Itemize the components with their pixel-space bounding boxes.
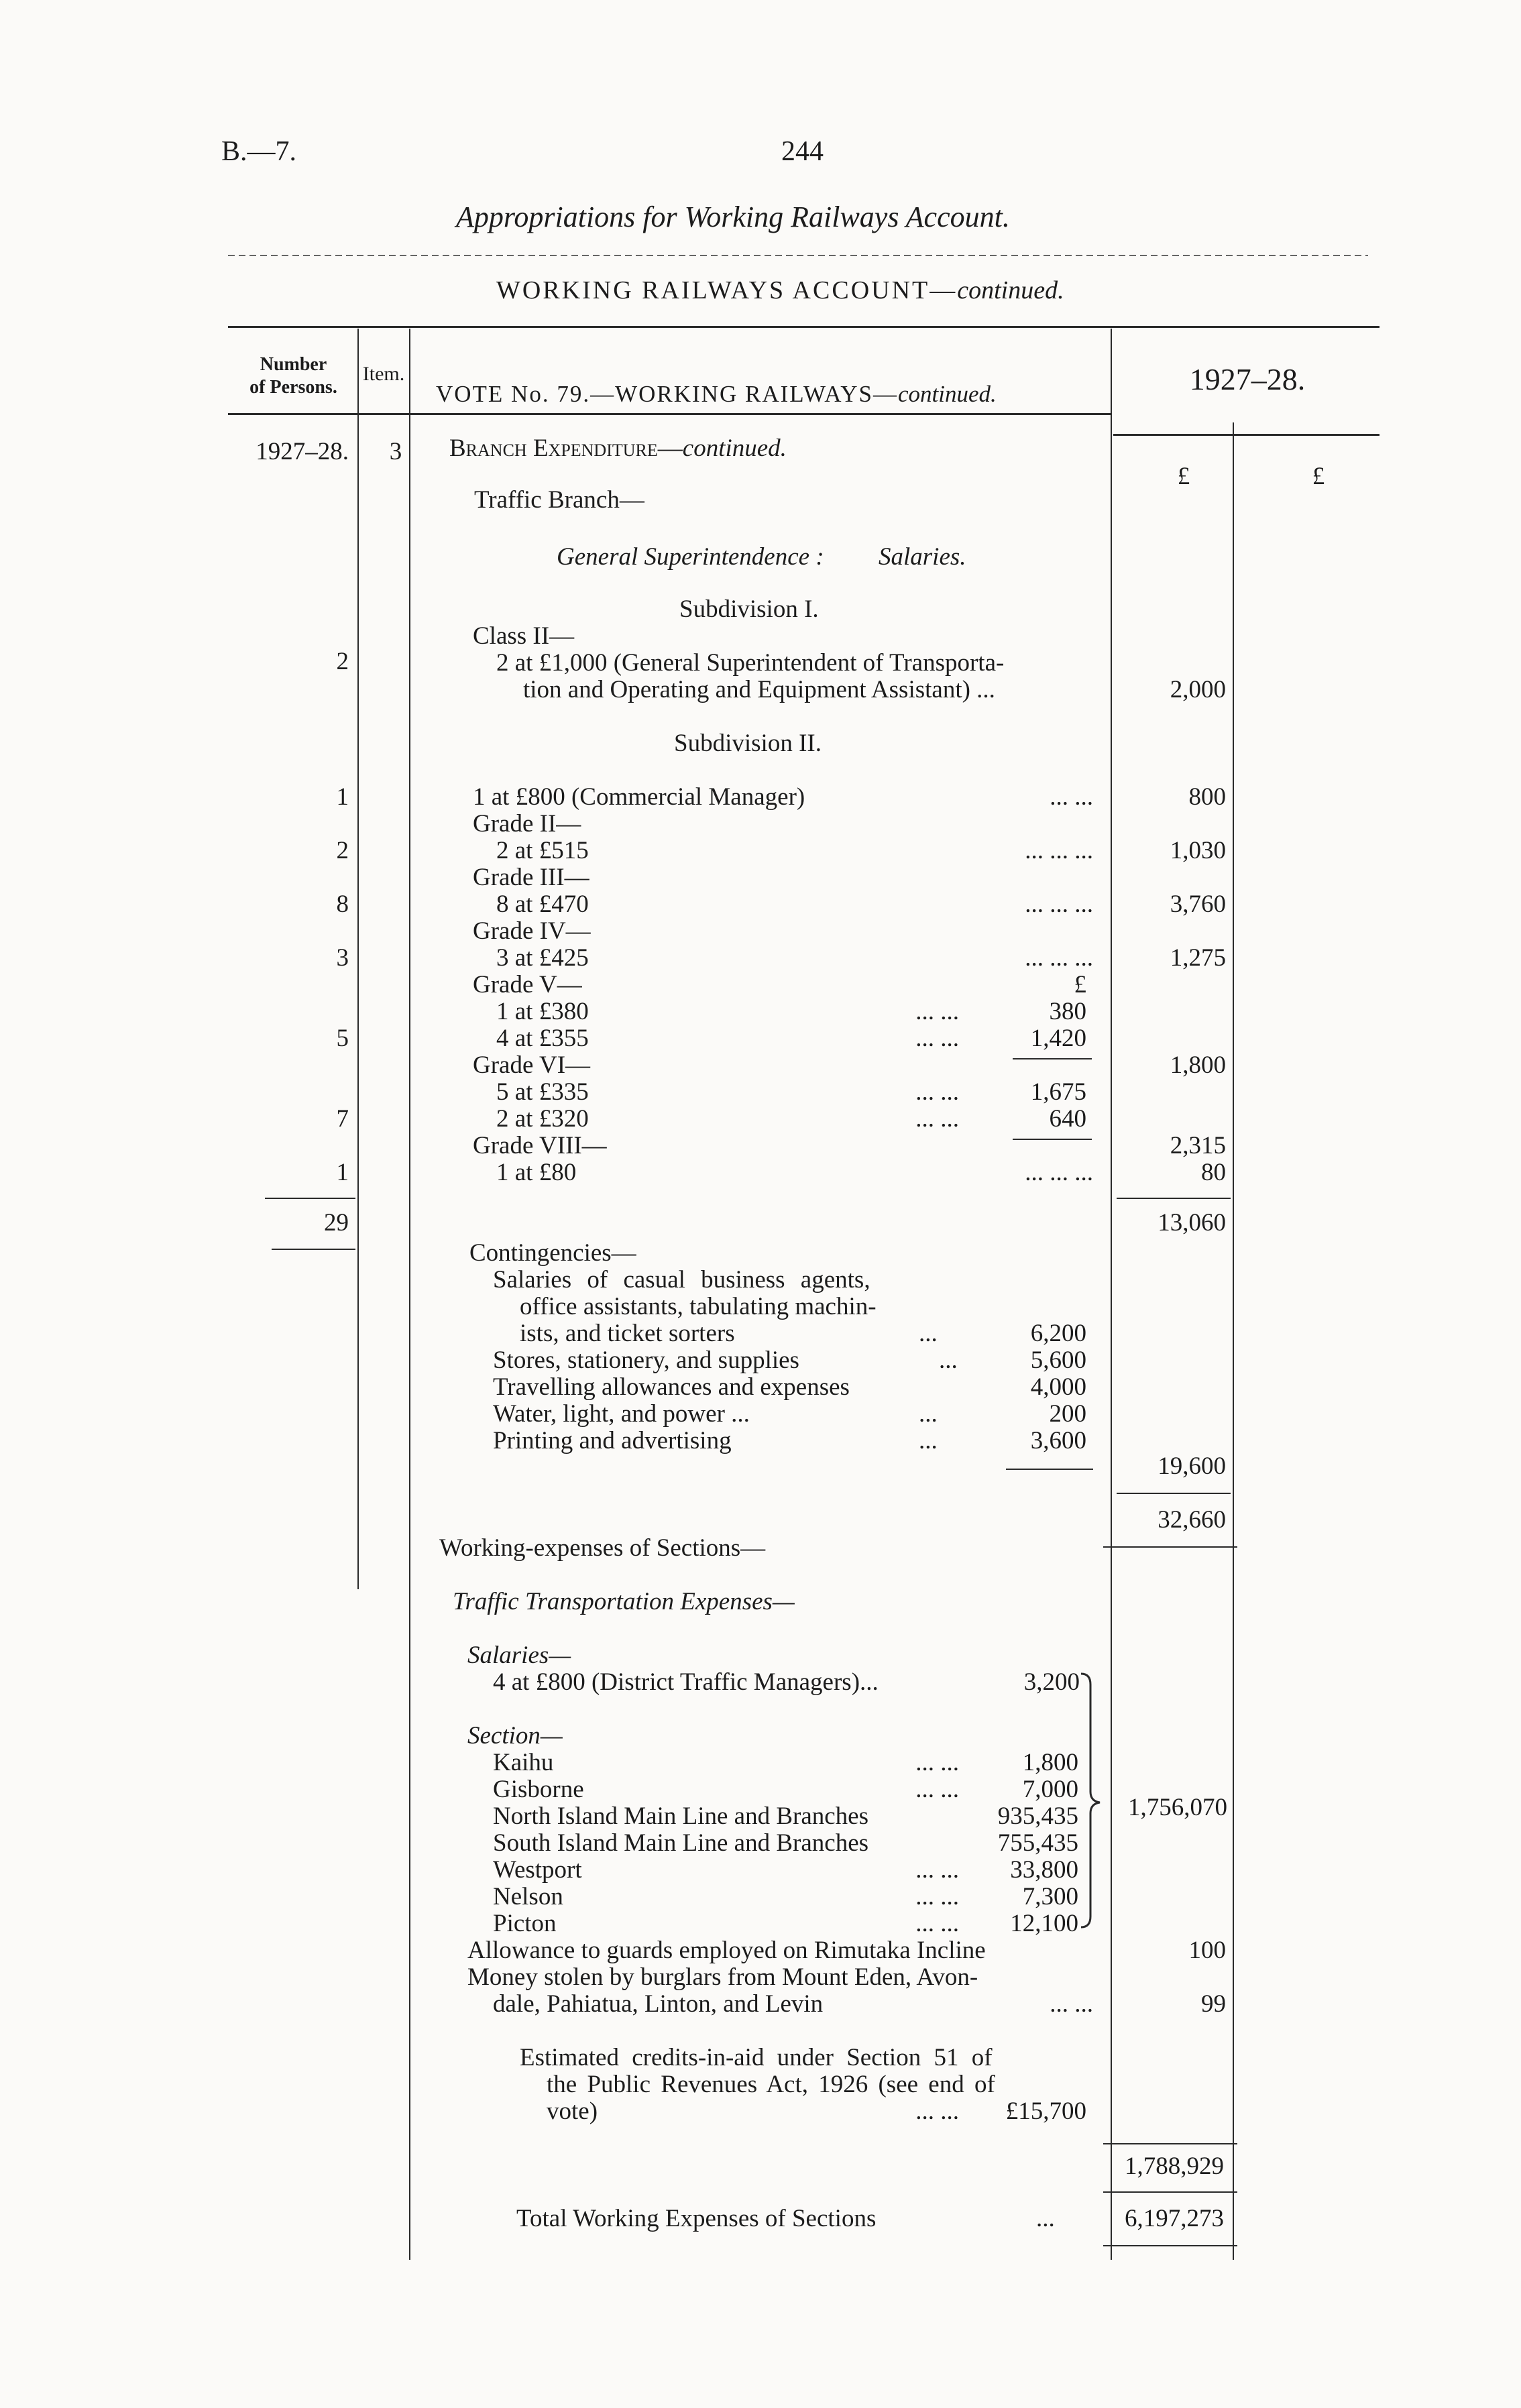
grade-v-a-amount: 380 bbox=[1049, 998, 1086, 1025]
total-working-expenses: 6,197,273 bbox=[1125, 2205, 1224, 2232]
contingency-line: ists, and ticket sorters bbox=[520, 1320, 735, 1347]
total-underline bbox=[1103, 2245, 1237, 2246]
branch-total-rule bbox=[1103, 1546, 1237, 1548]
subtotal-underline bbox=[1103, 2191, 1237, 2193]
money-dots: ... ... bbox=[1050, 1990, 1093, 2018]
year-left: 1927–28. bbox=[256, 438, 349, 465]
contingency-dots: ... bbox=[919, 1427, 938, 1454]
head-year: 1927–28. bbox=[1189, 362, 1306, 396]
section-name: Westport bbox=[493, 1856, 582, 1884]
head-bottom-rule bbox=[228, 413, 1111, 415]
grade-v-pound: £ bbox=[1074, 971, 1086, 998]
section-dots: ... ... bbox=[915, 1776, 959, 1803]
total-label: Total Working Expenses of Sections bbox=[516, 2205, 877, 2232]
section-amount: 33,800 bbox=[1010, 1856, 1078, 1884]
col-rule-persons bbox=[357, 329, 359, 1589]
grade-v-total: 1,800 bbox=[1170, 1051, 1226, 1079]
section-dots: ... ... bbox=[915, 1749, 959, 1776]
contingency-amount: 3,600 bbox=[1030, 1427, 1086, 1454]
section-name: Gisborne bbox=[493, 1776, 584, 1803]
class-ii: Class II— bbox=[473, 622, 575, 650]
row-text: 3 at £425 bbox=[496, 944, 589, 972]
contingency-dots: ... bbox=[919, 1400, 938, 1428]
document-code: B.—7. bbox=[221, 136, 297, 167]
page-number: 244 bbox=[781, 136, 824, 167]
grade-v-a-dots: ... ... bbox=[915, 998, 959, 1025]
section-amount: 12,100 bbox=[1010, 1910, 1078, 1937]
subtotal-rule bbox=[1103, 2143, 1237, 2144]
grade-vi-b: 2 at £320 bbox=[496, 1105, 589, 1133]
estimate-line-3: vote) bbox=[547, 2098, 598, 2125]
row-amount: 800 bbox=[1188, 783, 1226, 811]
row-dots: ... ... ... bbox=[1025, 891, 1093, 918]
row-persons: 3 bbox=[336, 944, 349, 972]
section-amount: 935,435 bbox=[997, 1802, 1078, 1830]
grade-label: Grade IV— bbox=[473, 917, 591, 945]
section-name: Kaihu bbox=[493, 1749, 554, 1776]
section-amount: 7,000 bbox=[1022, 1776, 1078, 1803]
section-amount: 1,800 bbox=[1022, 1749, 1078, 1776]
branch-total: 32,660 bbox=[1158, 1506, 1226, 1534]
contingency-line: office assistants, tabulating machin- bbox=[520, 1293, 877, 1320]
transport-heading: Traffic Transportation Expenses— bbox=[453, 1588, 795, 1615]
section-sub: Section— bbox=[467, 1722, 563, 1750]
sections-bracket-total: 1,756,070 bbox=[1128, 1794, 1227, 1821]
contingency-line: Printing and advertising bbox=[493, 1427, 732, 1454]
grand-rule bbox=[1117, 1493, 1231, 1494]
row-persons: 8 bbox=[336, 891, 349, 918]
item-number: 3 bbox=[389, 438, 402, 465]
grade-vi: Grade VI— bbox=[473, 1051, 591, 1079]
grade-v-b-amount: 1,420 bbox=[1030, 1025, 1086, 1052]
grade-vi-total: 2,315 bbox=[1170, 1132, 1226, 1159]
grade-v: Grade V— bbox=[473, 971, 582, 998]
total-dots: ... bbox=[1036, 2205, 1055, 2232]
head-vote bbox=[436, 382, 997, 406]
grade-viii: Grade VIII— bbox=[473, 1132, 607, 1159]
traffic-branch: Traffic Branch— bbox=[474, 486, 644, 514]
estimate-amount: £15,700 bbox=[1005, 2098, 1086, 2125]
section-name: North Island Main Line and Branches bbox=[493, 1802, 868, 1830]
pound-col1: £ bbox=[1177, 463, 1190, 490]
grade-viii-a: 1 at £80 bbox=[496, 1159, 577, 1186]
account-heading bbox=[496, 278, 1064, 303]
branch-heading bbox=[449, 436, 787, 461]
contingencies-heading: Contingencies— bbox=[469, 1239, 636, 1267]
contingency-dots: ... bbox=[919, 1320, 938, 1347]
section-name: Picton bbox=[493, 1910, 557, 1937]
grade-viii-amount: 80 bbox=[1201, 1159, 1226, 1186]
grade-viii-dots: ... ... ... bbox=[1025, 1159, 1093, 1186]
grade-v-a: 1 at £380 bbox=[496, 998, 589, 1025]
contingency-dots: ... bbox=[939, 1346, 958, 1374]
grade-label: Grade III— bbox=[473, 864, 589, 891]
grade-vi-persons: 7 bbox=[336, 1105, 349, 1133]
col-rule-item bbox=[409, 329, 410, 2260]
row-amount: 3,760 bbox=[1170, 891, 1226, 918]
grade-v-b: 4 at £355 bbox=[496, 1025, 589, 1052]
grade-vi-rule bbox=[1013, 1139, 1092, 1140]
head-persons-1: Number bbox=[260, 354, 327, 375]
estimate-line-2: the Public Revenues Act, 1926 (see end of bbox=[547, 2071, 995, 2098]
row-dots: ... ... bbox=[1050, 783, 1093, 811]
allowance-amount: 100 bbox=[1188, 1937, 1226, 1964]
head-item: Item. bbox=[362, 363, 405, 385]
section-dots: ... ... bbox=[915, 1856, 959, 1884]
col-rule-text bbox=[1111, 329, 1112, 2260]
grade-v-b-dots: ... ... bbox=[915, 1025, 959, 1052]
general-superintendence: General Superintendence : bbox=[557, 543, 824, 571]
head-persons-2: of Persons. bbox=[249, 377, 337, 398]
contingency-line: Stores, stationery, and supplies bbox=[493, 1346, 799, 1374]
persons-total-rule bbox=[265, 1198, 355, 1199]
grade-viii-persons: 1 bbox=[336, 1159, 349, 1186]
section-name: South Island Main Line and Branches bbox=[493, 1829, 869, 1857]
contingency-line: Travelling allowances and expenses bbox=[493, 1373, 850, 1401]
amount-total-rule bbox=[1117, 1198, 1231, 1199]
subdivision-1: Subdivision I. bbox=[679, 595, 819, 623]
grade-v-persons: 5 bbox=[336, 1025, 349, 1052]
allowance-line: Allowance to guards employed on Rimutaka Incline bbox=[467, 1937, 986, 1964]
dtm-line: 4 at £800 (District Traffic Managers)... bbox=[493, 1668, 879, 1696]
estimate-dots: ... ... bbox=[915, 2098, 959, 2125]
dtm-amount: 3,200 bbox=[1023, 1668, 1080, 1696]
row-amount: 1,030 bbox=[1170, 837, 1226, 864]
sub1-persons: 2 bbox=[336, 648, 349, 675]
grade-vi-a-amount: 1,675 bbox=[1030, 1078, 1086, 1106]
contingency-amount: 5,600 bbox=[1030, 1346, 1086, 1374]
section-amount: 7,300 bbox=[1022, 1883, 1078, 1910]
money-line-2: dale, Pahiatua, Linton, and Levin bbox=[493, 1990, 824, 2018]
head-vote-cont: continued. bbox=[898, 381, 997, 407]
row-persons: 1 bbox=[336, 783, 349, 811]
sections-subtotal: 1,788,929 bbox=[1125, 2153, 1224, 2180]
subdivision-2: Subdivision II. bbox=[674, 730, 822, 757]
money-line-1: Money stolen by burglars from Mount Eden, Avon- bbox=[467, 1963, 978, 1991]
contingency-line: Salaries of casual business agents, bbox=[493, 1266, 870, 1294]
row-text: 2 at £515 bbox=[496, 837, 589, 864]
section-name: Nelson bbox=[493, 1883, 563, 1910]
contingency-rule bbox=[1006, 1469, 1093, 1470]
grade-v-rule bbox=[1013, 1058, 1092, 1059]
sections-heading: Working-expenses of Sections— bbox=[439, 1534, 766, 1562]
contingency-total: 19,600 bbox=[1158, 1452, 1226, 1480]
grade-vi-b-amount: 640 bbox=[1049, 1105, 1086, 1133]
title-rule bbox=[228, 255, 1368, 256]
pound-col2: £ bbox=[1312, 463, 1325, 490]
grade-vi-b-dots: ... ... bbox=[915, 1105, 959, 1133]
row-persons: 2 bbox=[336, 837, 349, 864]
section-dots: ... ... bbox=[915, 1910, 959, 1937]
grade-label: Grade II— bbox=[473, 810, 581, 838]
contingency-line: Water, light, and power ... bbox=[493, 1400, 750, 1428]
account-heading-cont: continued. bbox=[957, 276, 1064, 304]
grade-vi-a-dots: ... ... bbox=[915, 1078, 959, 1106]
row-dots: ... ... ... bbox=[1025, 944, 1093, 972]
branch-heading-main: Branch Expenditure— bbox=[449, 435, 683, 462]
contingency-amount: 4,000 bbox=[1030, 1373, 1086, 1401]
year-bottom-rule bbox=[1113, 434, 1379, 436]
row-text: 1 at £800 (Commercial Manager) bbox=[473, 783, 805, 811]
estimate-line-1: Estimated credits-in-aid under Section 51 of bbox=[520, 2044, 993, 2071]
table-top-rule bbox=[228, 326, 1379, 328]
salaries-heading: Salaries. bbox=[879, 543, 966, 571]
persons-total-underline bbox=[272, 1249, 355, 1250]
sub1-line1: 2 at £1,000 (General Superintendent of Transporta- bbox=[496, 649, 1005, 677]
row-text: 8 at £470 bbox=[496, 891, 589, 918]
row-amount: 1,275 bbox=[1170, 944, 1226, 972]
row-dots: ... ... ... bbox=[1025, 837, 1093, 864]
grade-vi-a: 5 at £335 bbox=[496, 1078, 589, 1106]
salaries-sub: Salaries— bbox=[467, 1642, 571, 1669]
head-vote-main: VOTE No. 79.—WORKING RAILWAYS— bbox=[436, 381, 898, 407]
page-title: Appropriations for Working Railways Account. bbox=[456, 200, 1010, 233]
section-dots: ... ... bbox=[915, 1883, 959, 1910]
contingency-amount: 200 bbox=[1049, 1400, 1086, 1428]
branch-heading-cont: continued. bbox=[682, 435, 787, 462]
section-amount: 755,435 bbox=[997, 1829, 1078, 1857]
contingency-amount: 6,200 bbox=[1030, 1320, 1086, 1347]
sub1-amount: 2,000 bbox=[1170, 676, 1226, 703]
persons-total: 29 bbox=[324, 1209, 349, 1237]
account-heading-main: WORKING RAILWAYS ACCOUNT— bbox=[496, 276, 958, 304]
subdivision-total: 13,060 bbox=[1158, 1209, 1226, 1237]
money-amount: 99 bbox=[1201, 1990, 1226, 2018]
col-rule-amount bbox=[1233, 422, 1234, 2260]
sub1-line2: tion and Operating and Equipment Assistant) ... bbox=[523, 676, 995, 703]
